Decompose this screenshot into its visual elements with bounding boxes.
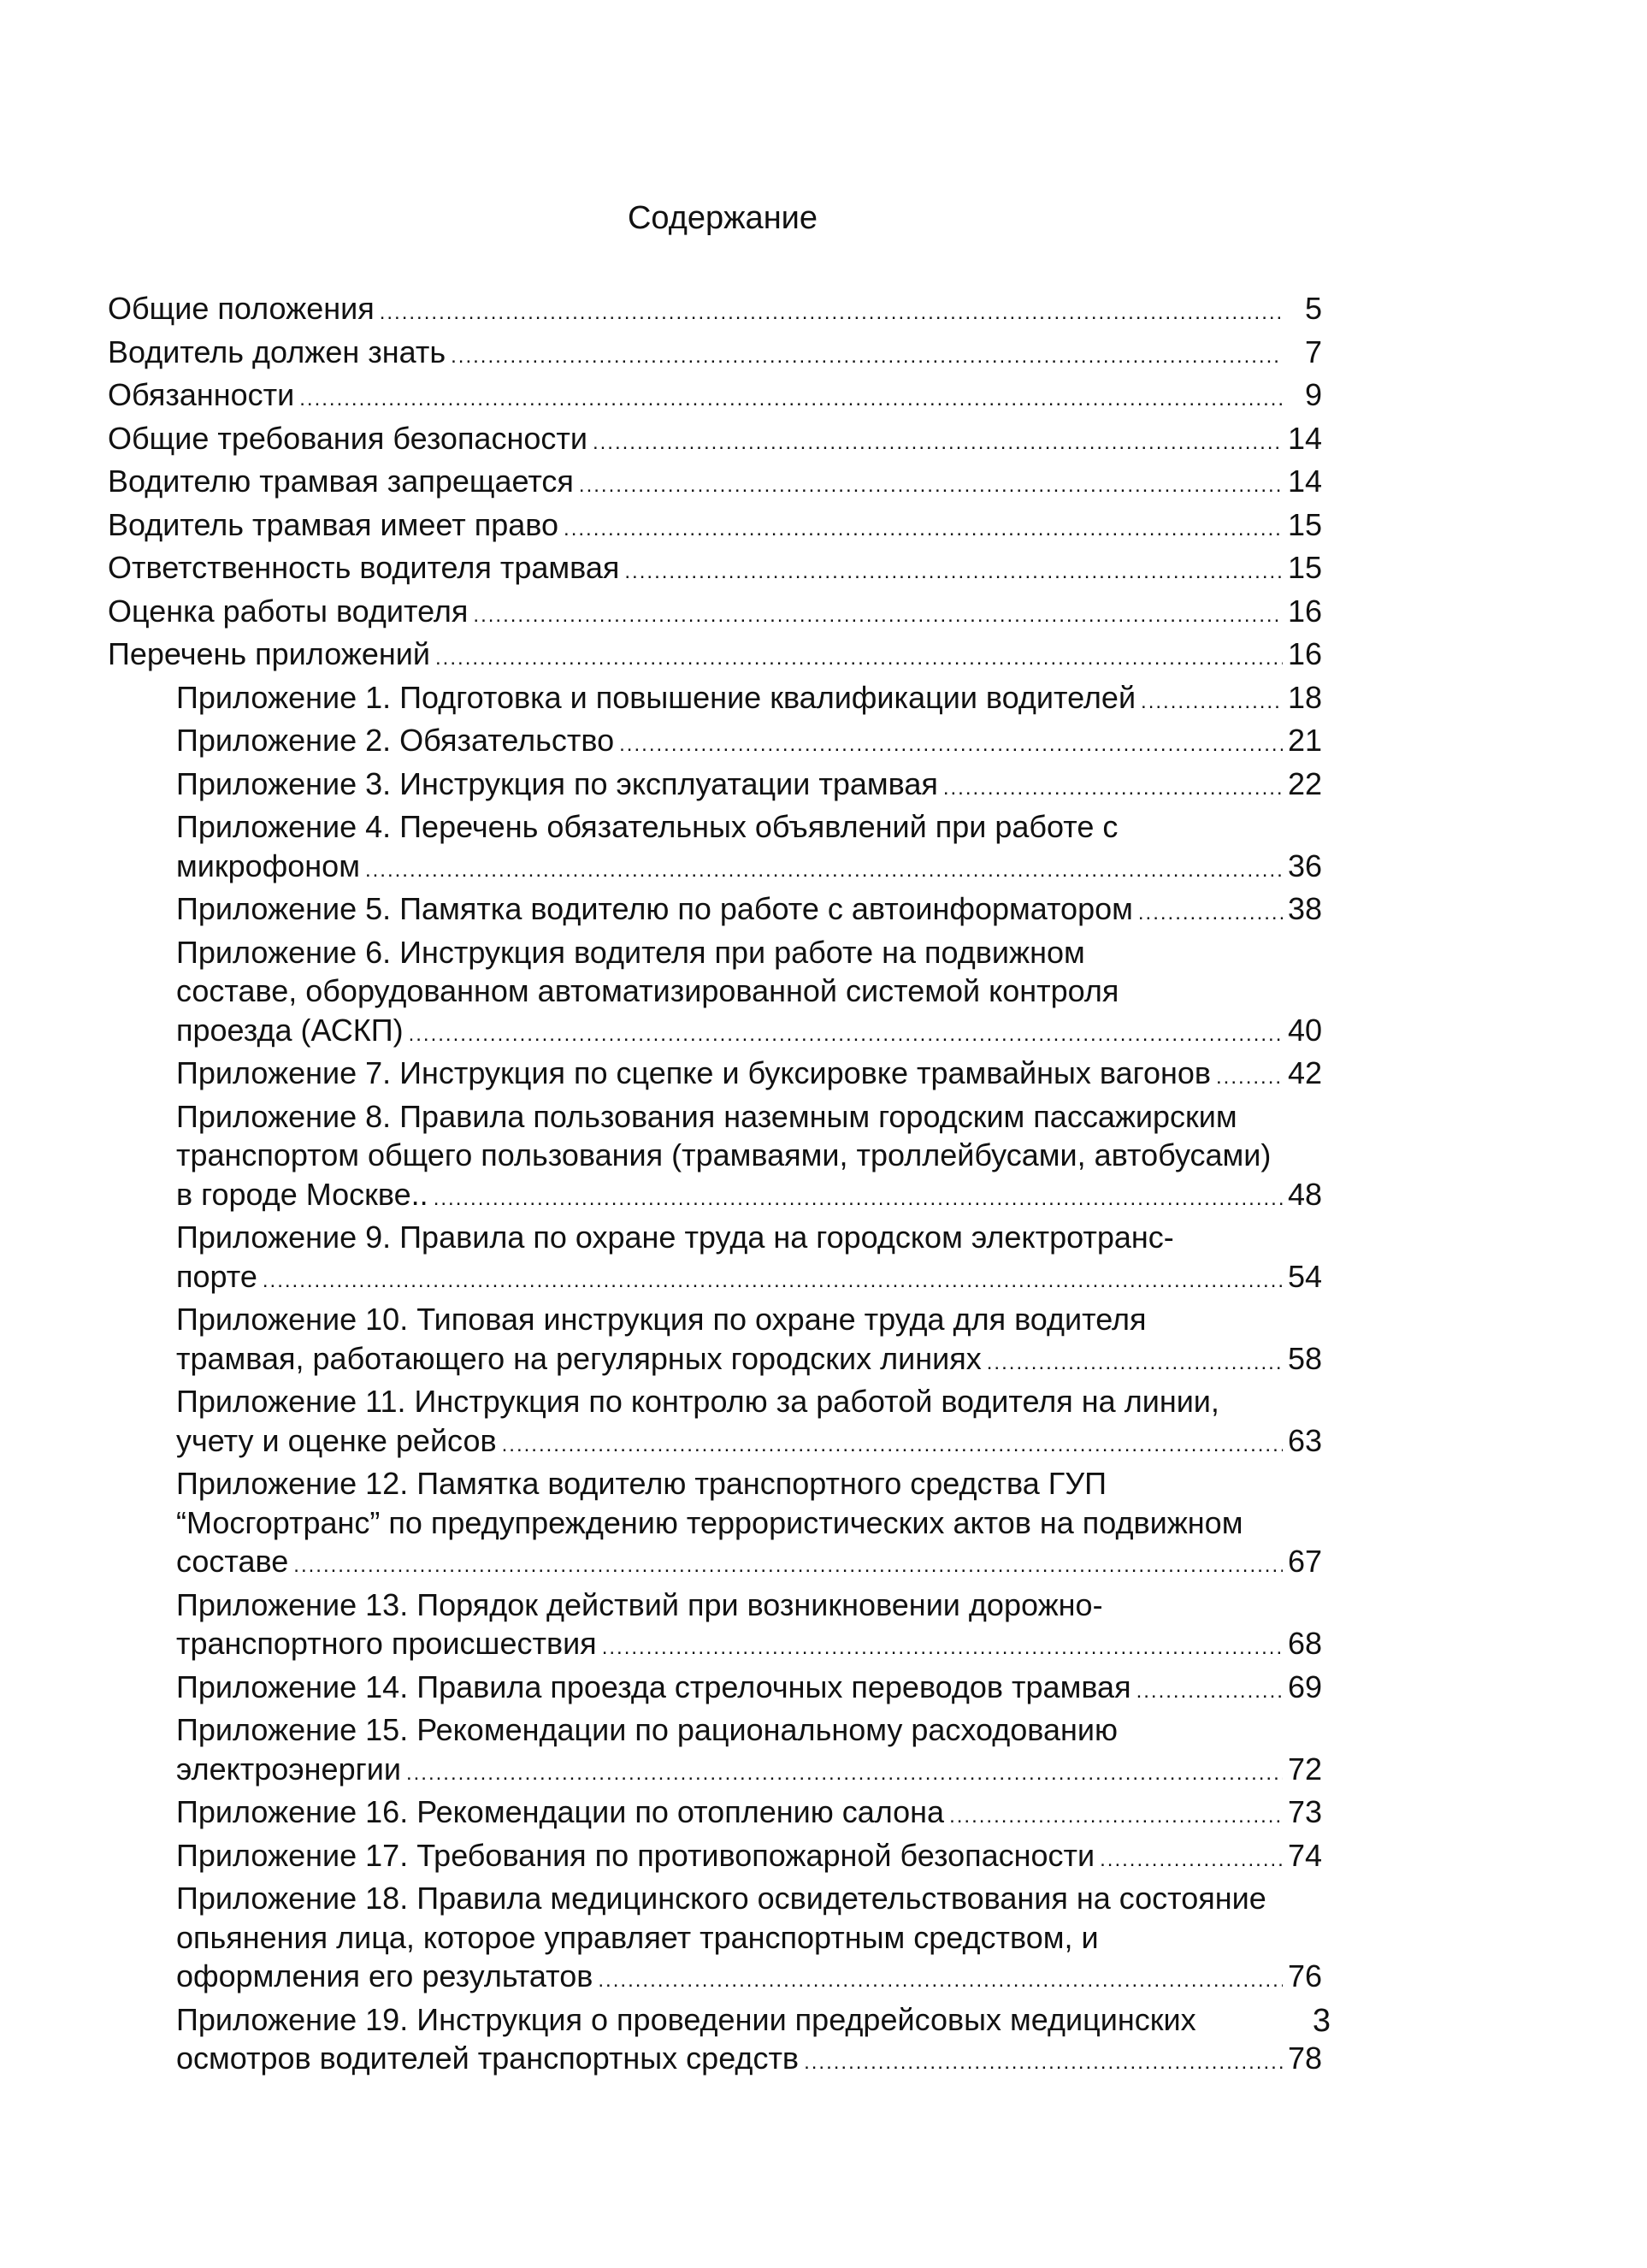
toc-entry — [108, 1464, 1322, 1586]
toc-entry-text: Приложение 9. Правила по охране труда на городском электротранс- — [176, 1220, 1174, 1255]
toc-entry-text: Перечень приложений — [108, 636, 431, 671]
page-number: 3 — [1312, 2003, 1331, 2039]
toc-page-number: 68 — [1287, 1626, 1322, 1661]
dot-leader — [451, 337, 1283, 376]
toc-entry — [108, 548, 1322, 592]
toc-entry-row — [108, 548, 1322, 592]
toc-entry-row — [176, 1750, 1322, 1793]
dot-leader — [409, 1015, 1283, 1054]
dot-leader — [365, 851, 1283, 890]
toc-page-number: 14 — [1287, 464, 1322, 499]
toc-entry-row — [108, 592, 1322, 635]
toc-entry-text: трамвая, работающего на регулярных городских линиях — [176, 1340, 982, 1376]
dot-leader — [949, 1797, 1283, 1836]
toc-entry-text: “Мосгортранс” по предупреждению террористических актов на подвижном — [176, 1504, 1243, 1540]
toc-entry — [108, 419, 1322, 463]
toc-entry-text: составе — [176, 1544, 289, 1579]
toc-entry — [108, 1836, 1322, 1880]
toc-entry-row — [176, 1668, 1322, 1711]
dot-leader — [624, 552, 1283, 592]
toc-page-number: 14 — [1287, 420, 1322, 456]
toc-page-number: 69 — [1287, 1669, 1322, 1704]
toc-page-number: 15 — [1287, 550, 1322, 585]
toc-entry-text: Приложение 18. Правила медицинского освидетельствования на состояние — [176, 1881, 1266, 1916]
dot-leader — [1100, 1840, 1283, 1880]
toc-entry-text: Общие положения — [108, 291, 375, 326]
toc-entry-row — [176, 765, 1322, 808]
toc-entry-row — [176, 889, 1322, 933]
toc-entry-text: транспортом общего пользования (трамваями, троллейбусами, автобусами) — [176, 1137, 1272, 1172]
toc-entry-row — [108, 375, 1322, 419]
dot-leader — [1138, 894, 1283, 933]
dot-leader — [434, 1179, 1283, 1219]
toc-entry-row — [176, 1957, 1322, 2000]
toc-entry-text: составе, оборудованном автоматизированной системой контроля — [176, 973, 1119, 1008]
toc-entry — [108, 1879, 1322, 2000]
toc-entry — [108, 1218, 1322, 1300]
toc-entry — [108, 2000, 1322, 2082]
toc-page-number: 16 — [1287, 593, 1322, 629]
toc-entry — [108, 505, 1322, 549]
toc-entry-text: оформления его результатов — [176, 1958, 593, 1993]
toc-entry — [108, 1668, 1322, 1711]
toc-page-number: 54 — [1287, 1258, 1322, 1294]
toc-entry-row — [176, 1836, 1322, 1880]
toc-entry-text: Водителю трамвая запрещается — [108, 464, 574, 499]
toc-page-number: 73 — [1287, 1794, 1322, 1829]
toc-page-number: 58 — [1287, 1340, 1322, 1376]
toc-entry-text: Приложение 14. Правила проезда стрелочных переводов трамвая — [176, 1669, 1131, 1704]
toc-entry-text: Приложение 12. Памятка водителю транспортного средства ГУП — [176, 1466, 1107, 1501]
toc-entry-text: Приложение 16. Рекомендации по отоплению салона — [176, 1794, 945, 1829]
toc-entry-text: Обязанности — [108, 377, 295, 412]
toc-entry — [108, 1382, 1322, 1464]
toc-entry-text: Приложение 1. Подготовка и повышение квалификации водителей — [176, 679, 1136, 715]
toc-entry-text: осмотров водителей транспортных средств — [176, 2041, 800, 2076]
dot-leader — [299, 380, 1283, 419]
dot-leader — [593, 423, 1283, 463]
dot-leader — [564, 510, 1283, 549]
toc-page-number: 67 — [1287, 1544, 1322, 1579]
toc-entry-row — [176, 1339, 1322, 1383]
toc-entry-row — [176, 1793, 1322, 1836]
toc-entry-row — [176, 1011, 1322, 1054]
toc-entry-text: опьянения лица, которое управляет транспортным средством, и — [176, 1919, 1099, 1955]
toc-entry-row — [176, 1542, 1322, 1586]
toc-entry-text: Оценка работы водителя — [108, 593, 469, 629]
dot-leader — [1141, 682, 1283, 722]
toc-entry-text: транспортного происшествия — [176, 1626, 597, 1661]
toc-entry-row — [108, 419, 1322, 463]
page-title: Содержание — [627, 200, 818, 236]
toc-entry — [108, 592, 1322, 635]
toc-entry — [108, 1097, 1322, 1219]
toc-entry-text: учету и оценке рейсов — [176, 1422, 497, 1458]
dot-leader — [406, 1754, 1283, 1793]
toc-page-number: 74 — [1287, 1837, 1322, 1873]
toc-entry — [108, 462, 1322, 505]
dot-leader — [435, 639, 1283, 678]
toc-entry — [108, 375, 1322, 419]
toc-entry-text: в городе Москве.. — [176, 1176, 428, 1212]
toc-entry-row — [176, 1257, 1322, 1301]
toc-entry-row — [176, 1175, 1322, 1219]
toc-entry-row — [176, 1624, 1322, 1668]
toc-entry — [108, 1054, 1322, 1097]
toc-entry-text: Приложение 11. Инструкция по контролю за работой водителя на линии, — [176, 1384, 1219, 1419]
toc-entry-row — [176, 1054, 1322, 1097]
toc-page-number: 9 — [1304, 377, 1322, 412]
toc-page-number: 18 — [1287, 679, 1322, 715]
toc-page-number: 48 — [1287, 1176, 1322, 1212]
dot-leader — [602, 1628, 1283, 1668]
toc-entry-text: Приложение 19. Инструкция о проведении предрейсовых медицинских — [176, 2001, 1196, 2037]
toc-entry — [108, 933, 1322, 1054]
toc-entry — [108, 635, 1322, 678]
toc-entry-text: Приложение 17. Требования по противопожарной безопасности — [176, 1837, 1095, 1873]
toc-entry-text: Водитель должен знать — [108, 334, 446, 369]
toc-entry-row — [176, 721, 1322, 765]
toc-page-number: 76 — [1287, 1958, 1322, 1993]
dot-leader — [293, 1546, 1283, 1586]
dot-leader — [987, 1344, 1283, 1383]
toc-page-number: 72 — [1287, 1751, 1322, 1787]
toc-entry — [108, 678, 1322, 722]
dot-leader — [263, 1261, 1283, 1301]
toc-entry — [108, 721, 1322, 765]
toc-entry-text: Приложение 2. Обязательство — [176, 723, 615, 758]
toc-entry — [108, 889, 1322, 933]
toc-entry-row — [108, 635, 1322, 678]
toc-page-number: 63 — [1287, 1422, 1322, 1458]
toc-page-number: 36 — [1287, 848, 1322, 883]
toc-entry-text: Приложение 10. Типовая инструкция по охране труда для водителя — [176, 1302, 1147, 1337]
dot-leader — [598, 1961, 1283, 2000]
toc-entry-text: Приложение 4. Перечень обязательных объявлений при работе с — [176, 809, 1119, 844]
toc-entry — [108, 1300, 1322, 1382]
toc-entry-text: электроэнергии — [176, 1751, 401, 1787]
toc-entry-text: Приложение 8. Правила пользования наземным городским пассажирским — [176, 1098, 1237, 1134]
toc-entry-text: Приложение 7. Инструкция по сцепке и буксировке трамвайных вагонов — [176, 1055, 1212, 1090]
toc-page-number: 40 — [1287, 1012, 1322, 1048]
dot-leader — [1216, 1058, 1283, 1097]
toc-entry-text: Приложение 13. Порядок действий при возникновении дорожно- — [176, 1586, 1103, 1622]
dot-leader — [804, 2043, 1283, 2082]
toc-entry-row — [176, 1421, 1322, 1465]
toc-page-number: 16 — [1287, 636, 1322, 671]
dot-leader — [380, 293, 1283, 333]
toc-entry — [108, 765, 1322, 808]
dot-leader — [502, 1426, 1283, 1465]
toc-entry — [108, 289, 1322, 333]
toc-page-number: 42 — [1287, 1055, 1322, 1090]
toc-entry-text: Приложение 5. Памятка водителю по работе с автоинформатором — [176, 891, 1133, 926]
dot-leader — [619, 725, 1283, 765]
dot-leader — [943, 769, 1283, 808]
toc-page-number: 15 — [1287, 506, 1322, 542]
toc-entry-row — [176, 2039, 1322, 2082]
toc-entry-row — [108, 289, 1322, 333]
toc-page-number: 22 — [1287, 765, 1322, 801]
toc-entry-text: микрофоном — [176, 848, 360, 883]
toc-page-number: 38 — [1287, 891, 1322, 926]
toc-page-number: 5 — [1304, 291, 1322, 326]
toc-entry — [108, 333, 1322, 376]
toc-entry-text: порте — [176, 1258, 257, 1294]
table-of-contents — [108, 289, 1322, 2082]
toc-page-number: 78 — [1287, 2041, 1322, 2076]
dot-leader — [473, 596, 1283, 635]
toc-entry-text: проезда (АСКП) — [176, 1012, 404, 1048]
toc-entry-text: Приложение 6. Инструкция водителя при работе на подвижном — [176, 934, 1085, 970]
toc-entry-row — [176, 678, 1322, 722]
toc-entry-row — [176, 847, 1322, 890]
dot-leader — [579, 466, 1283, 505]
toc-page-number: 21 — [1287, 723, 1322, 758]
toc-entry — [108, 1586, 1322, 1668]
dot-leader — [1136, 1672, 1283, 1711]
toc-entry — [108, 807, 1322, 889]
toc-page-number: 7 — [1304, 334, 1322, 369]
toc-entry-text: Водитель трамвая имеет право — [108, 506, 559, 542]
toc-entry-text: Приложение 3. Инструкция по эксплуатации трамвая — [176, 765, 938, 801]
toc-entry-text: Ответственность водителя трамвая — [108, 550, 620, 585]
toc-entry-row — [108, 505, 1322, 549]
toc-entry-row — [108, 462, 1322, 505]
toc-entry-row — [108, 333, 1322, 376]
toc-entry-text: Приложение 15. Рекомендации по рациональному расходованию — [176, 1712, 1119, 1747]
toc-entry — [108, 1710, 1322, 1793]
toc-entry-text: Общие требования безопасности — [108, 420, 587, 456]
toc-entry — [108, 1793, 1322, 1836]
